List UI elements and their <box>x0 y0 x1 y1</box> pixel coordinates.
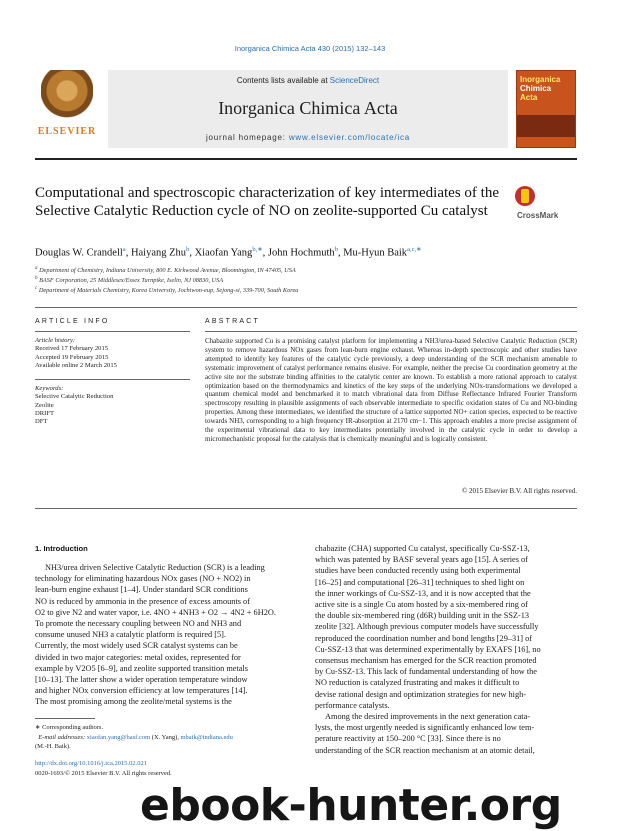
body-text-line: consume unused NH3 a catalytic platform is required [5]. <box>35 630 226 640</box>
abstract-end-rule <box>35 508 577 509</box>
email-owner: (M.-H. Baik). <box>35 743 71 750</box>
footnote-rule <box>35 718 95 719</box>
elsevier-wordmark: ELSEVIER <box>37 126 97 137</box>
author-affil-mark[interactable]: a <box>122 246 126 253</box>
journal-cover-thumbnail <box>516 70 576 148</box>
affiliation <box>35 266 580 274</box>
affiliation-mark: b <box>35 276 38 281</box>
abstract-heading: ABSTRACT <box>205 318 260 325</box>
affiliation-text: Department of Chemistry, Indiana University, 800 E. Kirkwood Avenue, Bloomington, IN 47405, USA <box>39 267 296 275</box>
body-text-line: NO reduction is catalyzed frustrating and makes it difficult to <box>315 678 520 688</box>
cover-title-line3: Acta <box>520 93 538 102</box>
author-affil-mark[interactable]: b <box>334 246 338 253</box>
body-text-line: active site is a single Cu atom hosted by a six-membered ring of <box>315 600 528 610</box>
article-info-heading: ARTICLE INFO <box>35 318 110 325</box>
author-name[interactable]: Xiaofan Yang <box>194 247 253 259</box>
author-affil-mark[interactable]: b <box>186 246 190 253</box>
crossmark-label: CrossMark <box>517 210 559 220</box>
journal-homepage <box>108 133 508 142</box>
author-name[interactable]: Mu-Hyun Baik <box>343 247 408 259</box>
affiliation <box>35 276 580 284</box>
body-text-line: which was patented by BASF several years ago [15]. A series of <box>315 555 528 565</box>
sciencedirect-link[interactable]: ScienceDirect <box>329 76 380 85</box>
body-text-line: performance catalysts. <box>315 700 390 710</box>
body-text-line: perature reactivity at 150–200 °C [33]. Since there is no <box>315 734 501 744</box>
contents-text: Contents lists available at <box>236 76 330 85</box>
introduction-heading: 1. Introduction <box>35 544 88 553</box>
abstract-copyright: © 2015 Elsevier B.V. All rights reserved. <box>461 487 577 495</box>
author-list: Douglas W. Crandell$^a$, Haiyang Zhu$^b$, Xiaofan Yang$^{b,∗}$, John Hochmuth$^b$, Mu-Hyun Baik$^{a,c,∗}$ <box>35 246 422 259</box>
author-name[interactable]: Haiyang Zhu <box>130 247 187 259</box>
info-divider <box>35 379 190 380</box>
keyword: DFT <box>35 418 48 426</box>
keywords-label: Keywords: <box>35 385 64 392</box>
cover-title-line2: Chimica <box>520 84 552 93</box>
homepage-url[interactable]: www.elsevier.com/locate/ica <box>288 133 411 142</box>
body-column-right <box>315 543 577 756</box>
history-online: Available online 2 March 2015 <box>35 361 117 369</box>
cover-band <box>517 115 575 137</box>
footnote-emails <box>35 733 297 751</box>
affiliation-text: Department of Materials Chemistry, Korea University, Jochiwon-eup, Sejong-si, 339-700, South Korea <box>38 287 299 295</box>
author-name[interactable]: John Hochmuth <box>267 247 335 259</box>
cover-title-line1: Inorganica <box>520 75 561 84</box>
body-text-line: lysts, the most urgently needed is significantly enhanced low tem- <box>315 723 535 733</box>
history-label: Article history: <box>35 337 76 344</box>
author-affil-mark[interactable]: a,c,∗ <box>407 246 422 253</box>
author-name[interactable]: Douglas W. Crandell <box>35 247 123 259</box>
contents-line <box>108 76 508 85</box>
article-history <box>35 337 190 370</box>
body-text-line: The most promising among the zeolite/metal systems is the <box>35 697 232 707</box>
email-owner: (X. Yang), <box>150 734 181 741</box>
body-text-line: zeolite [32]. Although previous computer models have successfully <box>315 622 539 632</box>
doi-link[interactable]: http://dx.doi.org/10.1016/j.ica.2015.02.021 <box>35 760 148 767</box>
elsevier-tree-icon <box>41 70 93 122</box>
body-text-line: example by V2O5 [6–9], and zeolite supported transition metals <box>35 663 248 673</box>
body-text-line: Among the desired improvements in the next generation cata- <box>325 712 531 722</box>
body-text-line: by Cu-SSZ-13. This lack of fundamental understanding of how the <box>315 667 537 677</box>
email-link[interactable]: mbaik@indiana.edu <box>180 734 233 741</box>
body-text-line: Cu-SSZ-13 that was determined experimentally by EXAFS [16], no <box>315 644 541 654</box>
body-text-line: chabazite (CHA) supported Cu catalyst, specifically Cu-SSZ-13, <box>315 544 530 553</box>
body-text-line: studies have been conducted recently using both experimental <box>315 566 521 576</box>
header-rule <box>35 158 577 160</box>
author-affil-mark[interactable]: b,∗ <box>252 246 263 253</box>
keyword: Selective Catalytic Reduction <box>35 393 114 401</box>
body-text-line: NO is reduced by ammonia in the presence of excess amounts of <box>35 596 250 606</box>
article-title: Computational and spectroscopic characterization of key intermediates of the Selective Catalytic Reduction cycle of NO on zeolite-supported Cu catalyst <box>35 185 499 219</box>
info-rule <box>35 331 190 332</box>
section-rule <box>35 307 577 308</box>
journal-reference[interactable]: Inorganica Chimica Acta 430 (2015) 132–143 <box>234 44 386 53</box>
abstract-rule <box>205 331 577 332</box>
body-text-line: To promote the necessary coupling between NO and NH3 and <box>35 619 242 629</box>
body-column-left <box>35 562 297 708</box>
body-text-line: NH3/urea driven Selective Catalytic Reduction (SCR) is a leading <box>45 563 265 572</box>
issn-line: 0020-1693/© 2015 Elsevier B.V. All rights reserved. <box>35 770 172 777</box>
body-text-line: devise rational design and optimization strategies for new high- <box>315 689 527 699</box>
body-text-line: O2 to give N2 and water vapor, i.e. 4NO + 4NH3 + O2 → 4N2 + 6H2O. <box>35 607 276 617</box>
email-label: E-mail addresses: <box>38 734 87 741</box>
history-accepted: Accepted 19 February 2015 <box>35 353 109 361</box>
email-link[interactable]: xiaofan.yang@basf.com <box>86 734 151 741</box>
body-text-line: [10–13]. The latter show a wider operation temperature window <box>35 675 248 685</box>
body-text-line: divided in two major categories: metal oxides, represented for <box>35 652 241 662</box>
body-text-line: technology for eliminating hazardous NOx gases (NO + NO2) in <box>35 574 251 584</box>
watermark-text: ebook-hunter.org <box>140 780 562 831</box>
keywords-block <box>35 385 190 426</box>
keyword: DRIFT <box>35 409 55 417</box>
body-text-line: lean-burn engine exhaust [1–4]. Under standard SCR conditions <box>35 585 248 595</box>
keyword: Zeolite <box>35 401 54 409</box>
body-text-line: the double six-membered ring (d6R) building unit in the SSZ-13 <box>315 611 530 621</box>
elsevier-logo <box>35 70 99 144</box>
homepage-label: journal homepage: <box>205 133 289 142</box>
body-text-line: Currently, the most widely used SCR catalyst systems can be <box>35 641 238 651</box>
journal-title: Inorganica Chimica Acta <box>218 98 398 118</box>
body-text-line: consensus mechanism has emerged for the SCR reaction promoted <box>315 656 537 666</box>
affiliation-text: BASF Corporation, 25 Middlesex/Essex Turnpike, Iselin, NJ 08830, USA <box>39 277 224 285</box>
footnote-corresponding: ∗ Corresponding authors. <box>35 724 104 731</box>
affiliation <box>35 286 580 294</box>
history-received: Received 17 February 2015 <box>35 345 109 353</box>
crossmark-button[interactable] <box>515 186 577 220</box>
body-text-line: reproduced the coordination number and bond lengths [29–31] of <box>315 633 533 643</box>
body-text-line: the inner workings of Cu-SSZ-13, and it is now accepted that the <box>315 588 531 598</box>
affiliation-mark: a <box>35 266 38 271</box>
abstract-text: Chabazite supported Cu is a promising catalyst platform for implementing a NH3/urea-based Selective Catalytic Reduction (SCR) system to remove hazardous NOx gases from lean-burn engine exhaust. Whereas in-depth spectroscopic and other studies have attempted to identify key features of the catalytic cycle previously, a deep understanding of the SCR mechanism amenable to systematic improvement of catalyst performance remains elusive. For example, neither the precise Cu coordination geometry at the active site nor the substrate binding affinities to the catalytic center are known. To establish a more rational approach to catalyst optimization based on the thermodynamics and kinetics of the key steps of the underlying NOx-transformations we developed a quantum chemical model and benchmarked it to match vibrational data from Diffuse Reflectance Infrared Fourier Transform spectroscopy resulting in plausible assignments of each observable intermediate to specific oxidation states of Cu and NO-binding properties. Among these intermediates, we identified the structure of a lattice supported NO+ cation species, expected to be reactive towards NH3, corresponding to a high frequency IR-absorption at 2170 cm−1. This approach enables a more precise assignment of the experimental vibrational data to key intermediates potentially involved in the catalytic cycle in order to develop a micromechanistic proposal for the catalysis that is chemically meaningful and is logically consistent. <box>205 337 577 443</box>
body-text-line: understanding of the SCR reaction mechanism at an atomic detail, <box>315 745 535 755</box>
crossmark-icon <box>515 186 535 206</box>
affiliation-mark: c <box>35 286 38 291</box>
body-text-line: [16–25] and computational [26–31] techniques to shed light on <box>315 577 525 587</box>
body-text-line: and higher NOx conversion efficiency at low temperatures [14]. <box>35 686 248 696</box>
